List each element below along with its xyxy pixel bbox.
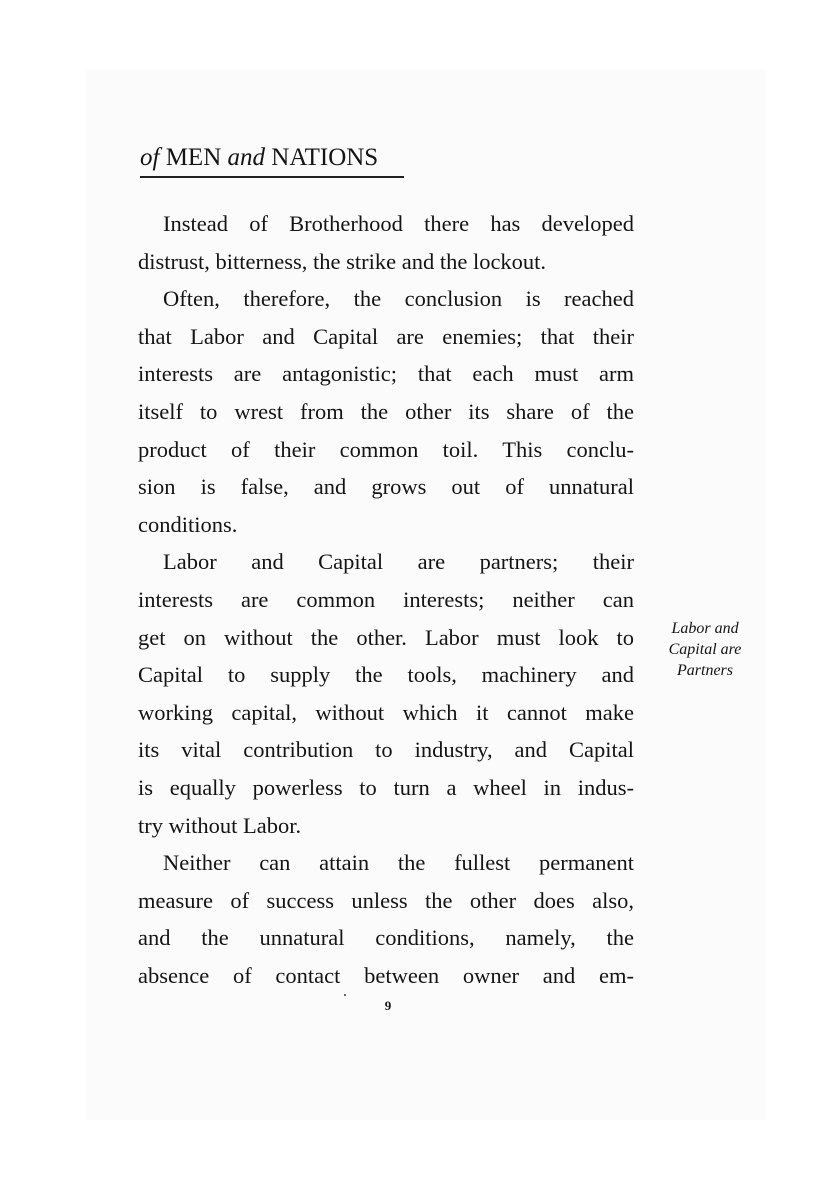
text-line: itself to wrest from the other its share of the (138, 398, 634, 424)
text-line: get on without the other. Labor must look to (138, 624, 634, 650)
running-head-and: and (227, 144, 266, 171)
text-line: conditions. (138, 511, 238, 537)
running-head-nations: NATIONS (271, 144, 379, 171)
text-line: that Labor and Capital are enemies; that their (138, 323, 634, 349)
text-line: its vital contribution to industry, and Capital (138, 737, 634, 763)
text-line: measure of success unless the other does also, (138, 887, 634, 913)
body-text (138, 205, 634, 994)
text-line: distrust, bitterness, the strike and the lockout. (138, 248, 547, 274)
marginal-note-line: Labor and (671, 620, 739, 637)
text-line: Instead of Brotherhood there has developed (163, 211, 634, 236)
marginal-note-line: Partners (677, 662, 733, 679)
text-line: and the unnatural conditions, namely, the (138, 925, 634, 951)
text-line: interests are common interests; neither can (138, 586, 634, 612)
marginal-note (650, 618, 760, 681)
text-line: sion is false, and grows out of unnatural (138, 474, 634, 500)
running-head-of: of (140, 144, 160, 171)
text-line: Neither can attain the fullest permanent (163, 850, 634, 876)
text-line: interests are antagonistic; that each must arm (138, 361, 634, 387)
text-line: is equally powerless to turn a wheel in indus- (138, 774, 634, 800)
ink-speck (344, 994, 346, 996)
text-line: try without Labor. (138, 812, 302, 838)
running-head-men: MEN (165, 144, 222, 171)
text-line: Labor and Capital are partners; their (163, 549, 634, 575)
text-line: Capital to supply the tools, machinery and (138, 662, 634, 688)
text-line: absence of contact between owner and em- (138, 962, 634, 988)
text-line: product of their common toil. This conclu- (138, 436, 634, 462)
page-number: 9 (384, 998, 392, 1013)
text-line: working capital, without which it cannot make (138, 699, 634, 725)
marginal-note-line: Capital are (668, 641, 742, 658)
running-head (140, 141, 404, 175)
text-line: Often, therefore, the conclusion is reached (163, 286, 634, 312)
running-head-rule (140, 176, 404, 178)
